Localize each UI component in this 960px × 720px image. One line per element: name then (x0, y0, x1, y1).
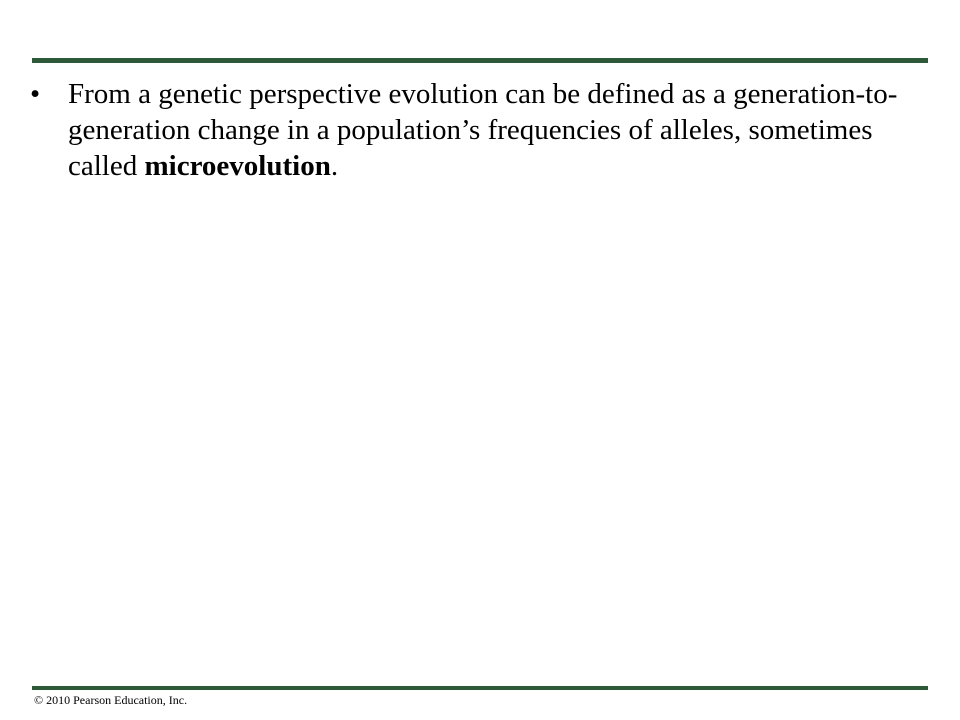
bullet-text (68, 78, 897, 182)
top-divider (32, 58, 928, 63)
bullet-item (30, 76, 930, 184)
copyright-footer: © 2010 Pearson Education, Inc. (34, 693, 188, 707)
bottom-divider (32, 686, 928, 690)
bullet-text-main: From a genetic perspective evolution can be defined as a generation-to-generation change in a population’s frequencies of alleles, sometimes called (68, 78, 898, 182)
bold-term: microevolution (144, 150, 331, 182)
bullet-text-end: . (330, 150, 339, 182)
bullet-marker: • (30, 78, 41, 110)
bullet-list (30, 76, 930, 184)
